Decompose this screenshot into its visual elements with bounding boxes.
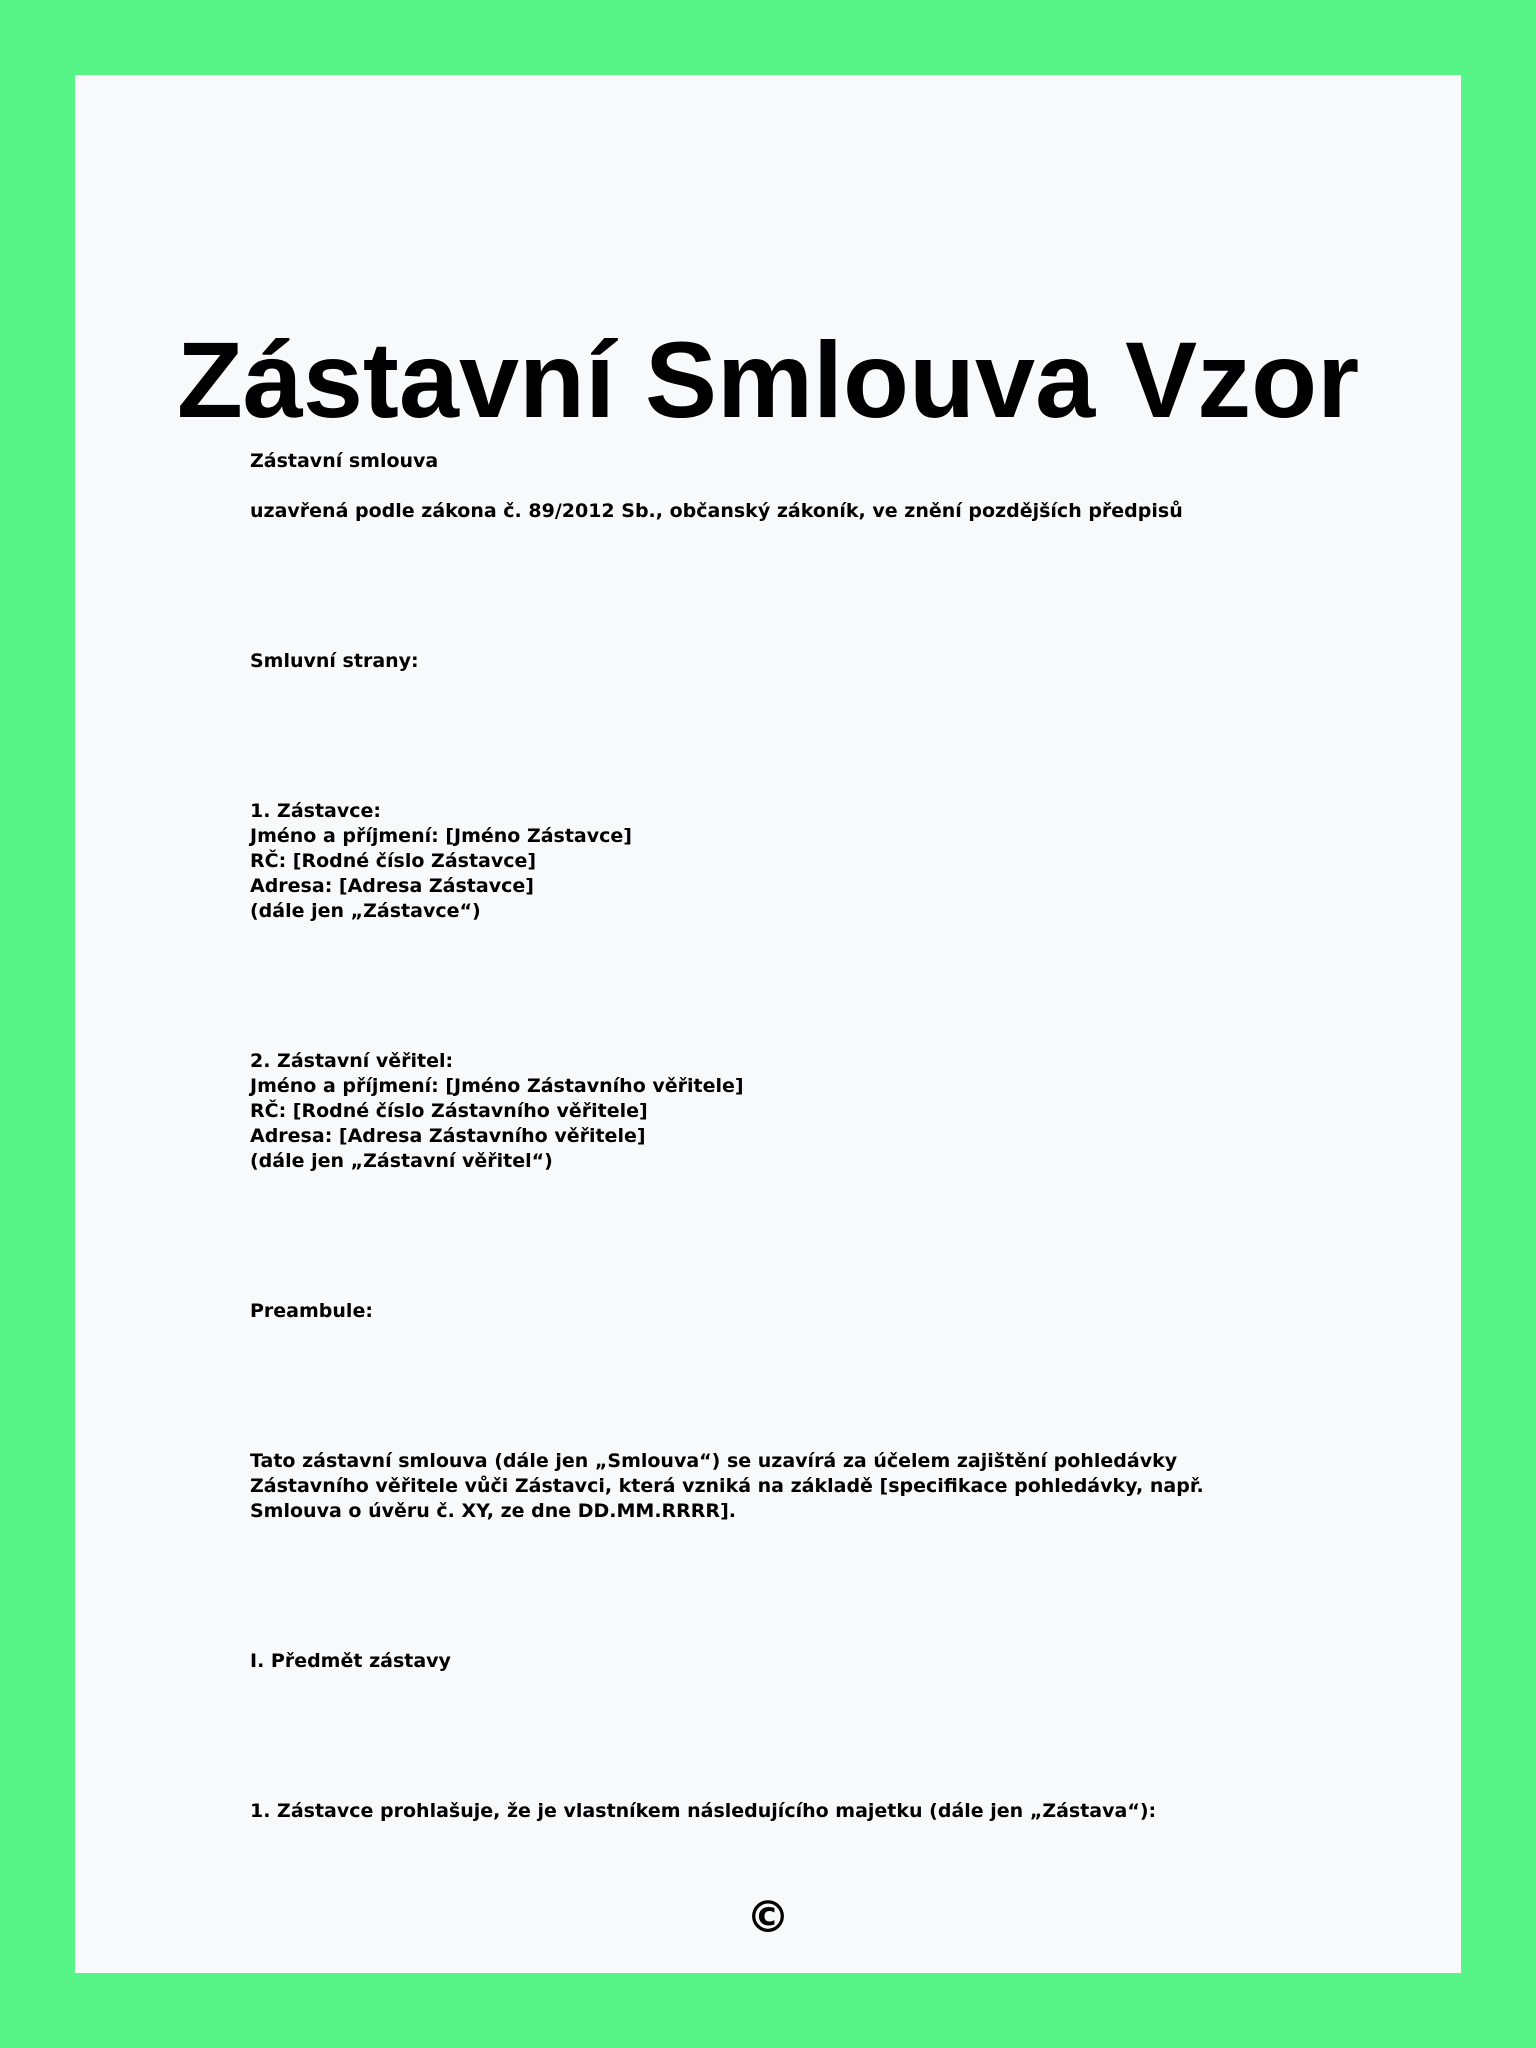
contract-heading: Zástavní smlouva	[250, 450, 439, 472]
party-pledgor-alias: (dále jen „Zástavce“)	[250, 900, 481, 922]
party-pledgor-id: RČ: [Rodné číslo Zástavce]	[250, 850, 537, 872]
party-pledgee-address: Adresa: [Adresa Zástavního věřitele]	[250, 1125, 646, 1147]
document-page	[75, 75, 1461, 1973]
party-pledgor-title: 1. Zástavce:	[250, 800, 381, 822]
section-1-item-1: 1. Zástavce prohlašuje, že je vlastníkem následujícího majetku (dále jen „Zástava“):	[250, 1800, 1157, 1822]
preamble-text: Tato zástavní smlouva (dále jen „Smlouva“) se uzavírá za účelem zajištění pohledávky Zástavního věřitele vůči Zástavci, která vzniká na základě [specifikace pohledávky, např. Smlouva o úvěru č. XY, ze dne DD.MM.RRRR].	[250, 1450, 1204, 1522]
copyright-icon: ©	[746, 1892, 790, 1943]
section-1-title: I. Předmět zástavy	[250, 1650, 451, 1672]
party-pledgor-name: Jméno a příjmení: [Jméno Zástavce]	[250, 825, 632, 847]
contract-subheading: uzavřená podle zákona č. 89/2012 Sb., občanský zákoník, ve znění pozdějších předpisů	[250, 500, 1183, 522]
party-pledgee-name: Jméno a příjmení: [Jméno Zástavního věřitele]	[250, 1075, 744, 1097]
party-pledgor-address: Adresa: [Adresa Zástavce]	[250, 875, 534, 897]
party-pledgee-alias: (dále jen „Zástavní věřitel“)	[250, 1150, 553, 1172]
parties-label: Smluvní strany:	[250, 650, 419, 672]
document-title: Zástavní Smlouva Vzor	[176, 319, 1360, 440]
party-pledgee-id: RČ: [Rodné číslo Zástavního věřitele]	[250, 1100, 648, 1122]
party-pledgee	[250, 1049, 744, 1174]
party-pledgee-title: 2. Zástavní věřitel:	[250, 1050, 454, 1072]
party-pledgor	[250, 799, 632, 924]
preamble-label: Preambule:	[250, 1300, 373, 1322]
